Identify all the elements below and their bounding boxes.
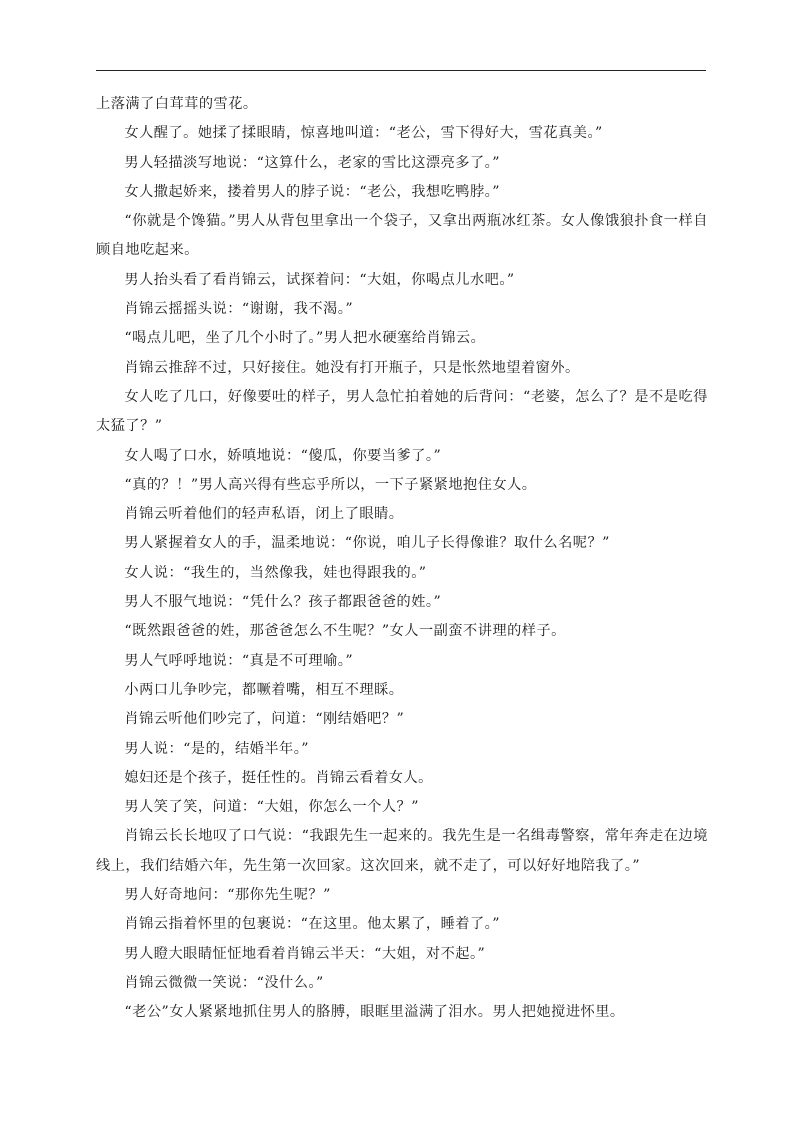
paragraph: 女人说：“我生的，当然像我，娃也得跟我的。” <box>124 564 427 581</box>
paragraph: 女人撒起娇来，搂着男人的脖子说：“老公，我想吃鸭脖。” <box>124 183 500 200</box>
paragraph: 男人笑了笑，问道：“大姐，你怎么一个人？” <box>124 799 419 816</box>
paragraph: 小两口儿争吵完，都噘着嘴，相互不理睬。 <box>124 681 404 698</box>
paragraph: 肖锦云推辞不过，只好接住。她没有打开瓶子，只是怅然地望着窗外。 <box>124 359 580 376</box>
paragraph: 上落满了白茸茸的雪花。 <box>96 96 258 112</box>
document-body <box>96 90 708 1028</box>
paragraph: 男人抬头看了看肖锦云，试探着问：“大姐，你喝点儿水吧。” <box>124 271 515 288</box>
paragraph: 肖锦云听他们吵完了，问道：“刚结婚吧？” <box>124 711 405 728</box>
paragraph: “喝点儿吧，坐了几个小时了。”男人把水硬塞给肖锦云。 <box>124 330 486 347</box>
paragraph: 肖锦云听着他们的轻声私语，闭上了眼睛。 <box>124 506 404 523</box>
header-rule <box>96 70 706 71</box>
paragraph: 男人气呼呼地说：“真是不可理喻。” <box>124 652 354 669</box>
paragraph: “老公”女人紧紧地抓住男人的胳膊，眼眶里溢满了泪水。男人把她搅进怀里。 <box>124 1004 625 1021</box>
paragraph: 男人紧握着女人的手，温柔地说：“你说，咱儿子长得像谁？取什么名呢？” <box>124 535 610 552</box>
paragraph: 肖锦云微微一笑说：“没什么。” <box>124 974 324 991</box>
paragraph: 女人喝了口水，娇嗔地说：“傻瓜，你要当爹了。” <box>124 447 442 464</box>
paragraph: 媳妇还是个孩子，挺任性的。肖锦云看着女人。 <box>124 769 433 786</box>
paragraph: 男人轻描淡写地说：“这算什么，老家的雪比这漂亮多了。” <box>124 154 500 171</box>
paragraph: 男人不服气地说：“凭什么？孩子都跟爸爸的姓。” <box>124 594 442 611</box>
paragraph: “真的？！”男人高兴得有些忘乎所以，一下子紧紧地抱住女人。 <box>124 476 537 493</box>
paragraph: 肖锦云指着怀里的包裹说：“在这里。他太累了，睡着了。” <box>124 916 500 933</box>
paragraph: 男人说：“是的，结婚半年。” <box>124 740 310 757</box>
paragraph: “你就是个馋猫。”男人从背包里拿出一个袋子，又拿出两瓶冰红茶。女人像饿狼扑食一样自顾自地吃起来。 <box>96 213 708 259</box>
paragraph: 男人瞪大眼睛怔怔地看着肖锦云半天：“大姐，对不起。” <box>124 945 486 962</box>
paragraph: 女人醒了。她揉了揉眼睛，惊喜地叫道：“老公，雪下得好大，雪花真美。” <box>124 125 603 142</box>
paragraph: 肖锦云长长地叹了口气说：“我跟先生一起来的。我先生是一名缉毒警察，常年奔走在边境线上，我们结婚六年，先生第一次回家。这次回来，就不走了，可以好好地陪我了。” <box>96 828 708 874</box>
paragraph: 肖锦云摇摇头说：“谢谢，我不渴。” <box>124 301 354 318</box>
paragraph: “既然跟爸爸的姓，那爸爸怎么不生呢？”女人一副蛮不讲理的样子。 <box>124 623 566 640</box>
paragraph: 男人好奇地问：“那你先生呢？” <box>124 887 331 904</box>
paragraph: 女人吃了几口，好像要吐的样子，男人急忙拍着她的后背问：“老婆，怎么了？是不是吃得太猛了？” <box>96 388 708 435</box>
